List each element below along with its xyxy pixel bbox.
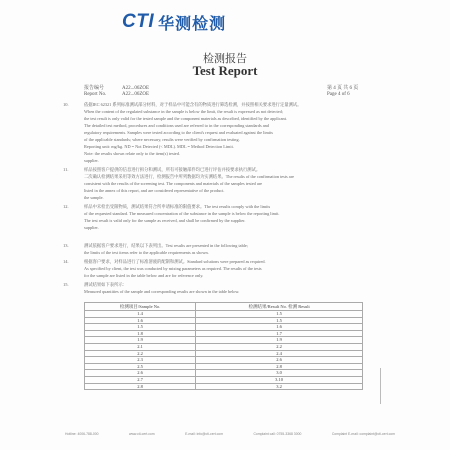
paragraph-line: of the applicable standards; where necessary, results were verified by confirmation testing. [84, 137, 240, 142]
table-row [85, 370, 363, 377]
page-footer [65, 432, 395, 436]
table-cell: 2.8 [196, 363, 363, 370]
table-row [85, 363, 363, 370]
table-row [85, 383, 363, 390]
report-no-value-en: A22...06ZOE [122, 92, 150, 97]
table-cell: 2.5 [85, 363, 196, 370]
paragraph-line: the test result is only valid for the tested sample and the component materials as described, identified by the applicant. [84, 116, 287, 121]
paragraph-12 [84, 203, 366, 231]
paragraph-line: listed in the annex of this report, and are considered representative of the product. [84, 188, 225, 193]
paragraph-line: Measured quantities of the sample and corresponding results are shown in the table below. [84, 289, 240, 294]
table-cell: 1.5 [196, 311, 363, 318]
table-cell: 3.0 [196, 370, 363, 377]
paragraph-line: 二次确认检测结果采用等效方法进行，检测报告中所列数据均为实测结果。The results of the confirmation tests are [84, 174, 295, 179]
paragraph-line: the limits of the test items refer to the applicable requirements as shown. [84, 250, 209, 255]
paragraph-line: 依据IEC 62321 系列标准测试部分材料，对于样品中可能含有的物质进行筛选检测，并按照相关要求进行定量测试。 [84, 102, 302, 107]
table-header-sample: 检测项目/Sample No. [85, 303, 196, 311]
table-cell: 2.4 [196, 350, 363, 357]
paragraph-line: Reporting unit: mg/kg. ND = Not Detected (< MDL). MDL = Method Detection Limit. [84, 144, 234, 149]
paragraph-number: 11. [63, 167, 69, 172]
paragraph-line: 样品按照客户提供的信息进行拆分和测试，所有可接触部件均已进行评估并按要求执行测试。 [84, 167, 261, 172]
paragraph-line: supplier. [84, 225, 99, 230]
table-cell: 2.2 [196, 343, 363, 350]
paragraph-line: for the sample are listed in the table below and are for reference only. [84, 273, 204, 278]
report-title-en: Test Report [192, 63, 258, 78]
margin-seal-line [380, 368, 383, 404]
paragraph-line: When the content of the regulated substance in the sample is below the limit, the result is expressed as not detected; [84, 109, 283, 114]
paragraph-11 [84, 166, 366, 201]
footer-complaint-email: Complaint E-mail: complaint@cti-cert.com [331, 432, 395, 436]
paragraph-line: Note: the results shown relate only to the item(s) tested. [84, 151, 180, 156]
table-row [85, 376, 363, 383]
paragraph-line: the sample. [84, 195, 104, 200]
table-cell: 2.8 [85, 383, 196, 390]
paragraph-line: The test result is valid only for the sample as received, and shall be confirmed by the supplier. [84, 218, 246, 223]
paragraph-line: 测试依据客户要求进行，结果以下表列出。Test results are presented in the following table; [84, 243, 249, 248]
paragraph-13 [84, 242, 366, 256]
report-no-value-cn: A22...06ZOE [122, 86, 150, 91]
paragraph-number: 13. [63, 243, 69, 248]
paragraph-line: consistent with the results of the screening test. The components and materials of the samples tested are [84, 181, 263, 186]
table-row [85, 337, 363, 344]
paragraph-line: 样品中未检出受限物质，测试结果符合所申请标准的限值要求。The test results comply with the limits [84, 204, 271, 209]
table-cell: 1.9 [196, 337, 363, 344]
table-cell: 1.5 [196, 317, 363, 324]
report-no-label-cn: 报告编号 [84, 86, 105, 91]
paragraph-line: 根据客户要求，对样品进行了标准溶液的配制和测试。Standard solutions were prepared as required. [84, 259, 266, 264]
results-table [84, 302, 363, 390]
paragraph-15 [84, 281, 366, 295]
table-cell: 1.7 [196, 330, 363, 337]
table-cell: 3.2 [196, 383, 363, 390]
paragraph-number: 14. [63, 259, 69, 264]
table-header-result: 检测结果/Result No. 检测 Result [196, 303, 363, 311]
paragraph-line: regulatory requirements. Samples were tested according to the client's request and evaluated against the limits [84, 130, 273, 135]
paragraph-line: supplier. [84, 158, 99, 163]
paragraph-number: 10. [63, 102, 69, 107]
table-cell: 2.6 [196, 357, 363, 364]
page-number-cn: 第 4 页 共 6 页 [327, 86, 359, 91]
table-cell: 1.6 [196, 324, 363, 331]
paragraph-number: 12. [63, 204, 69, 209]
table-body [85, 311, 363, 390]
table-cell: 2.3 [85, 357, 196, 364]
table-row [85, 343, 363, 350]
table-row [85, 357, 363, 364]
footer-complaint-call: Complaint call: 0755-3368 3000 [253, 432, 302, 436]
table-cell: 1.5 [85, 324, 196, 331]
cti-logo [122, 11, 226, 33]
paragraph-number: 15. [63, 282, 69, 287]
paragraph-14 [84, 258, 366, 279]
table-cell: 3.10 [196, 376, 363, 383]
table-cell: 2.1 [85, 343, 196, 350]
paragraph-line: 测试结果如下表所示： [84, 282, 127, 287]
table-row [85, 324, 363, 331]
report-title-cn: 检测报告 [203, 53, 247, 65]
footer-website: www.cti-cert.com [129, 432, 155, 436]
footer-hotline: Hotline: 4006-788-000 [65, 432, 99, 436]
table-row [85, 350, 363, 357]
logo-chinese: 华测检测 [158, 15, 227, 33]
report-no-label-en: Report No. [84, 92, 107, 97]
table-header-row [85, 303, 363, 311]
table-cell: 1.9 [85, 337, 196, 344]
table-cell: 1.8 [85, 330, 196, 337]
table-row [85, 317, 363, 324]
table-cell: 1.4 [85, 311, 196, 318]
table-cell: 2.6 [85, 370, 196, 377]
table-cell: 1.6 [85, 317, 196, 324]
paragraph-10 [84, 101, 366, 164]
page-number-en: Page 4 of 6 [327, 92, 350, 97]
logo-latin: CTI [122, 11, 155, 32]
paragraph-line: The detailed test method, procedures and conditions used are referred to in the corresponding standards and [84, 123, 269, 128]
table-cell: 2.7 [85, 376, 196, 383]
table-row [85, 330, 363, 337]
table-row [85, 311, 363, 318]
paragraph-line: of the requested standard. The measured concentration of the substance in the sample is below the reporting limit. [84, 211, 280, 216]
footer-email: E-mail: info@cti-cert.com [185, 432, 224, 436]
table-cell: 2.2 [85, 350, 196, 357]
paragraph-line: As specified by client, the test was conducted by mixing parameters as required. The results of the tests [84, 266, 262, 271]
